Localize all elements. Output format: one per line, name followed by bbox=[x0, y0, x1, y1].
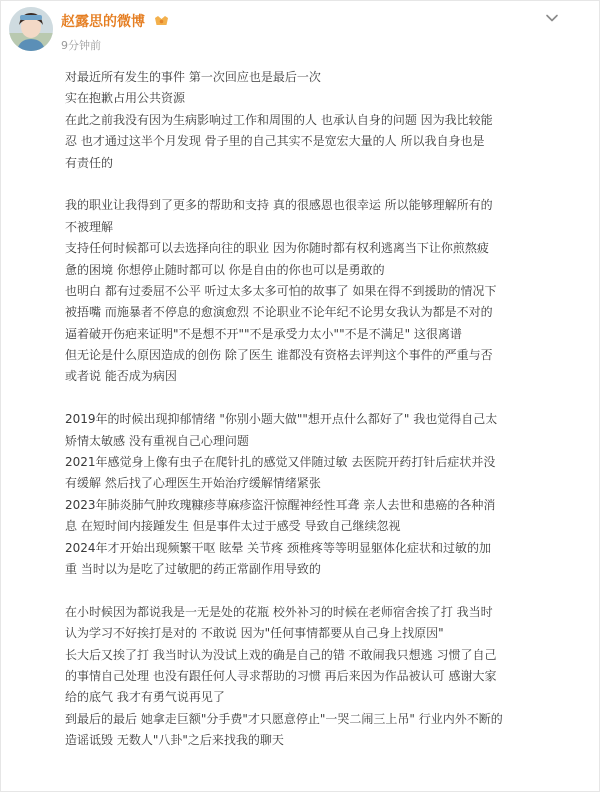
post-content bbox=[65, 67, 565, 752]
text-line: 矫情太敏感 没有重视自己心理问题 bbox=[65, 433, 249, 448]
text-line: 对最近所有发生的事件 第一次回应也是最后一次 bbox=[65, 70, 321, 84]
vip-badge-icon bbox=[154, 15, 169, 27]
paragraph bbox=[65, 409, 565, 580]
text-line: 的事情自己处理 也没有跟任何人寻求帮助的习惯 再后来因为作品被认可 感谢大家 bbox=[65, 668, 497, 683]
post-time: 9分钟前 bbox=[61, 39, 101, 52]
text-line: 到最后的最后 她拿走巨额"分手费"才只愿意停止"一哭二闹三上吊" 行业内外不断的 bbox=[65, 711, 503, 726]
text-line: 长大后又挨了打 我当时认为没试上戏的确是自己的错 不敢闹我只想逃 习惯了自己 bbox=[65, 647, 497, 662]
author-name[interactable] bbox=[61, 11, 169, 31]
text-line: 逼着破开伤疤来证明"不是想不开""不是承受力太小""不是不满足" 这很离谱 bbox=[65, 326, 462, 341]
text-line: 在小时候因为都说我是一无是处的花瓶 校外补习的时候在老师宿舍挨了打 我当时 bbox=[65, 604, 493, 619]
text-line: 忍 也才通过这半个月发现 骨子里的自己其实不是宽宏大量的人 所以我自身也是 bbox=[65, 134, 485, 149]
paragraph bbox=[65, 602, 565, 752]
text-line: 2019年的时候出现抑郁情绪 "你别小题大做""想开点什么都好了" 我也觉得自己太 bbox=[65, 412, 498, 427]
text-line: 实在抱歉占用公共资源 bbox=[65, 91, 186, 106]
chevron-down-icon[interactable] bbox=[543, 9, 561, 27]
paragraph-gap bbox=[65, 388, 565, 409]
text-line: 2021年感觉身上像有虫子在爬针扎的感觉又伴随过敏 去医院开药打针后症状并没 bbox=[65, 455, 496, 470]
author-name-text[interactable]: 赵露思的微博 bbox=[61, 14, 145, 30]
text-line: 惫的困境 你想停止随时都可以 你是自由的你也可以是勇敢的 bbox=[65, 262, 385, 277]
text-line: 支持任何时候都可以去选择向往的职业 因为你随时都有权利逃离当下让你煎熬疲 bbox=[65, 241, 489, 256]
text-line: 给的底气 我才有勇气说再见了 bbox=[65, 690, 225, 705]
text-line: 认为学习不好挨打是对的 不敢说 因为"任何事情都要从自己身上找原因" bbox=[65, 626, 444, 641]
text-line: 我的职业让我得到了更多的帮助和支持 真的很感恩也很幸运 所以能够理解所有的 bbox=[65, 198, 493, 213]
post-header bbox=[1, 1, 600, 61]
text-line: 有责任的 bbox=[65, 155, 114, 170]
text-line: 有缓解 然后找了心理医生开始治疗缓解情绪紧张 bbox=[65, 476, 321, 491]
text-line: 重 当时以为是吃了过敏肥的药正常副作用导致的 bbox=[65, 561, 321, 576]
paragraph-gap bbox=[65, 174, 565, 195]
text-line: 或者说 能否成为病因 bbox=[65, 369, 177, 384]
text-line: 被捂嘴 而施暴者不停息的愈演愈烈 不论职业不论年纪不论男女我认为都是不对的 bbox=[65, 305, 493, 320]
text-line: 2024年才开始出现频繁干呕 眩晕 关节疼 颈椎疼等等明显躯体化症状和过敏的加 bbox=[65, 540, 491, 555]
text-line: 也明白 都有过委屈不公平 听过太多太多可怕的故事了 如果在得不到援助的情况下 bbox=[65, 283, 497, 298]
text-line: 息 在短时间内接踵发生 但是事件太过于感受 导致自己继续忽视 bbox=[65, 519, 401, 534]
text-line: 造谣诋毁 无数人"八卦"之后来找我的聊天 bbox=[65, 733, 284, 748]
paragraph bbox=[65, 195, 565, 388]
text-line: 不被理解 bbox=[65, 219, 114, 234]
text-line: 在此之前我没有因为生病影响过工作和周围的人 也承认自身的问题 因为我比较能 bbox=[65, 112, 493, 127]
text-line: 2023年肺炎肺气肿玫瑰糠疹荨麻疹盗汗惊醒神经性耳聋 亲人去世和患癌的各种消 bbox=[65, 497, 496, 512]
paragraph-gap bbox=[65, 580, 565, 601]
avatar[interactable] bbox=[9, 7, 53, 51]
text-line: 但无论是什么原因造成的创伤 除了医生 谁都没有资格去评判这个事件的严重与否 bbox=[65, 348, 493, 363]
avatar-image bbox=[9, 7, 53, 51]
paragraph bbox=[65, 67, 565, 174]
